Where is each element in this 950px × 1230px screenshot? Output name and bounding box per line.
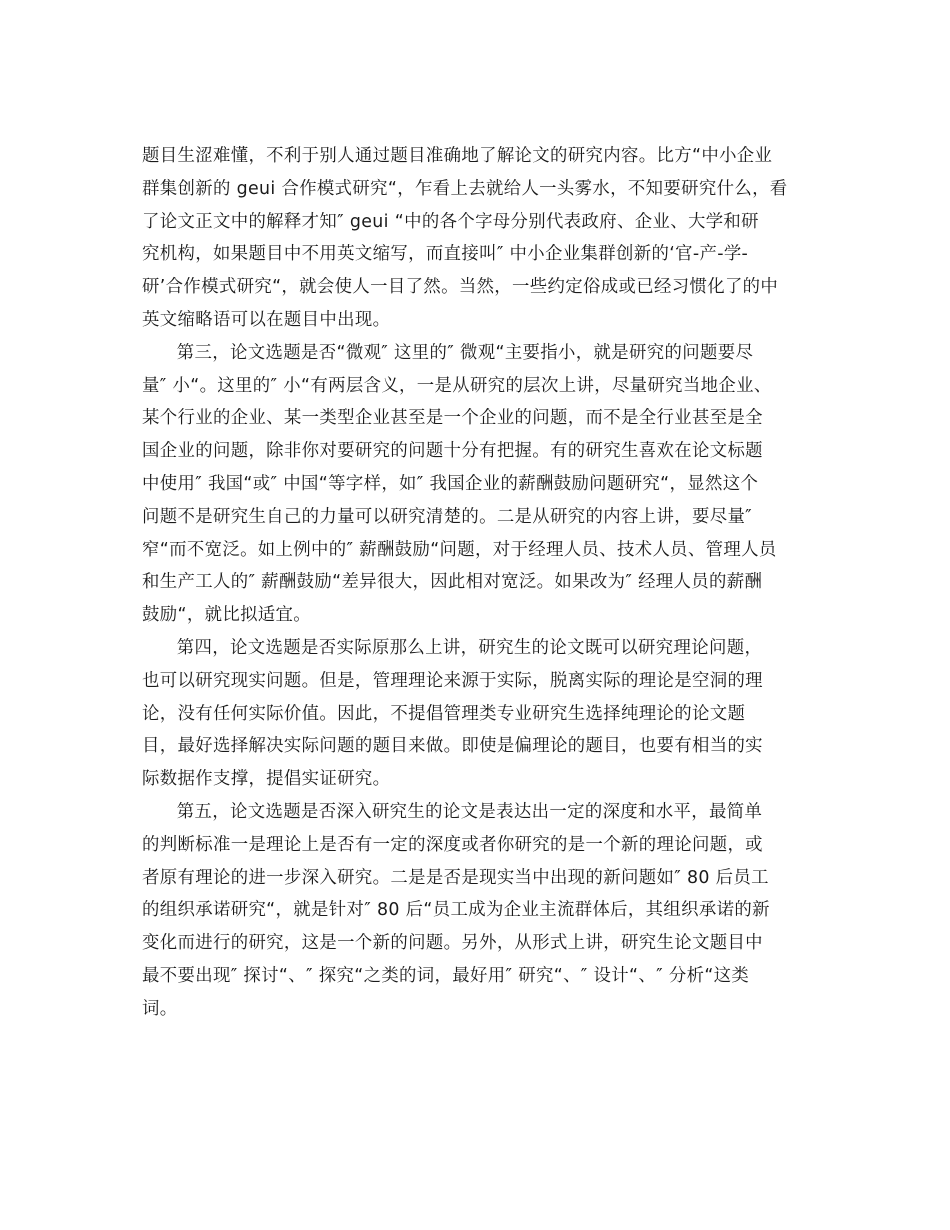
- text-line: 词。: [142, 998, 178, 1019]
- text-line: 论，没有任何实际价值。因此，不提倡管理类专业研究生选择纯理论的论文题: [142, 703, 746, 724]
- text-line: 究机构，如果题目中不用英文缩写，而直接叫″ 中小企业集群创新的‘官-产-学-: [142, 244, 749, 265]
- text-line: 者原有理论的进一步深入研究。二是是否是现实当中出现的新问题如″ 80 后员工: [142, 867, 769, 888]
- text-line: 某个行业的企业、某一类型企业甚至是一个企业的问题，而不是全行业甚至是全: [142, 408, 763, 429]
- text-line: 最不要出现″ 探讨“、″ 探究“之类的词，最好用″ 研究“、″ 设计“、″ 分析“这类: [142, 965, 750, 986]
- text-line: 群集创新的 geui 合作模式研究“，乍看上去就给人一头雾水，不知要研究什么，看: [142, 178, 788, 199]
- paragraph-continuation: [142, 140, 814, 337]
- text-line: 了论文正文中的解释才知″ geui “中的各个字母分别代表政府、企业、大学和研: [142, 211, 759, 232]
- text-line: 和生产工人的″ 薪酬鼓励“差异很大，因此相对宽泛。如果改为″ 经理人员的薪酬: [142, 572, 763, 593]
- text-line: 问题不是研究生自己的力量可以研究清楚的。二是从研究的内容上讲，要尽量″: [142, 506, 753, 527]
- text-line: 窄“而不宽泛。如上例中的″ 薪酬鼓励“问题，对于经理人员、技术人员、管理人员: [142, 539, 777, 560]
- text-line: 的判断标准一是理论上是否有一定的深度或者你研究的是一个新的理论问题，或: [142, 834, 763, 855]
- text-line: 也可以研究现实问题。但是，管理理论来源于实际，脱离实际的理论是空洞的理: [142, 670, 763, 691]
- paragraph-fifth-point: [142, 796, 814, 1026]
- paragraph-third-point: [142, 337, 814, 632]
- text-line: 第三，论文选题是否“微观″ 这里的″ 微观“主要指小，就是研究的问题要尽: [176, 342, 754, 363]
- text-line: 的组织承诺研究“，就是针对″ 80 后“员工成为企业主流群体后，其组织承诺的新: [142, 900, 770, 921]
- text-line: 英文缩略语可以在题目中出现。: [142, 309, 391, 330]
- text-line: 第四，论文选题是否实际原那么上讲，研究生的论文既可以研究理论问题，: [176, 637, 763, 658]
- text-line: 鼓励“，就比拟适宜。: [142, 605, 312, 626]
- text-line: 际数据作支撑，提倡实证研究。: [142, 769, 391, 790]
- text-line: 目，最好选择解决实际问题的题目来做。即使是偏理论的题目，也要有相当的实: [142, 736, 763, 757]
- text-line: 第五，论文选题是否深入研究生的论文是表达出一定的深度和水平，最简单: [176, 801, 763, 822]
- text-line: 国企业的问题，除非你对要研究的问题十分有把握。有的研究生喜欢在论文标题: [142, 441, 763, 462]
- text-line: 题目生涩难懂，不利于别人通过题目准确地了解论文的研究内容。比方“中小企业: [142, 146, 773, 166]
- text-line: 研’合作模式研究“，就会使人一目了然。当然，一些约定俗成或已经习惯化了的中: [142, 277, 779, 298]
- text-line: 变化而进行的研究，这是一个新的问题。另外，从形式上讲，研究生论文题目中: [142, 933, 763, 954]
- paragraph-fourth-point: [142, 632, 814, 796]
- document-body: [142, 140, 814, 1026]
- text-line: 中使用″ 我国“或″ 中国“等字样，如″ 我国企业的薪酬鼓励问题研究“，显然这个: [142, 473, 759, 494]
- text-line: 量″ 小“。这里的″ 小“有两层含义，一是从研究的层次上讲，尽量研究当地企业、: [142, 375, 772, 396]
